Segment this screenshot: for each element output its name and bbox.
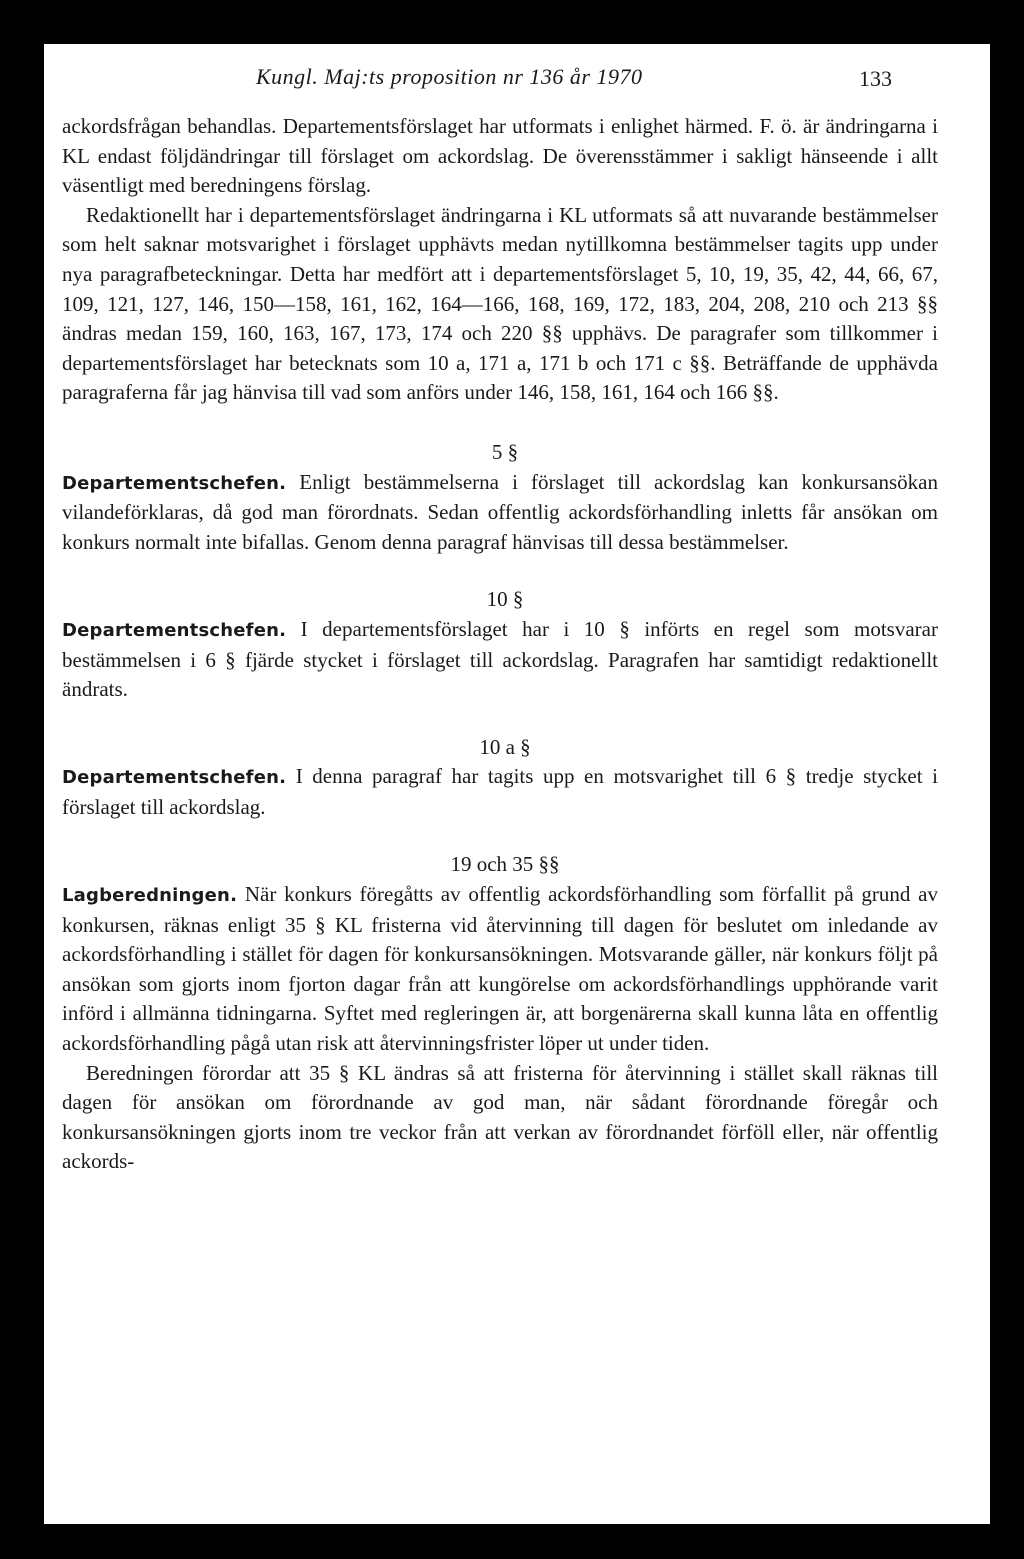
document-page	[44, 44, 990, 1524]
section-spacer	[62, 822, 938, 850]
speaker-label: Departementschefen.	[62, 767, 287, 789]
speaker-label: Departementschefen.	[62, 472, 287, 494]
section-10a-paragraph	[62, 762, 938, 822]
publication-title: Kungl. Maj:ts proposition nr 136 år 1970	[256, 64, 643, 89]
section-spacer	[62, 705, 938, 733]
intro-paragraph-2: Redaktionellt har i departementsförslaget ändringarna i KL utformats så att nuvarande bestämmelser som helt saknar motsvarighet i förslaget upphävts medan nytillkomna bestämmelser tagits upp under nya paragrafbeteckningar. Detta har medfört att i departementsförslaget 5, 10, 19, 35, 42, 44, 66, 67, 109, 121, 127, 146, 150—158, 161, 162, 164—166, 168, 169, 172, 183, 204, 208, 210 och 213 §§ ändras medan 159, 160, 163, 167, 173, 174 och 220 §§ upphävs. De paragrafer som tillkommer i departementsförslaget har betecknats som 10 a, 171 a, 171 b och 171 c §§. Beträffande de upphävda paragraferna får jag hänvisa till vad som anförs under 146, 158, 161, 164 och 166 §§.	[62, 202, 938, 405]
section-10-text: I departementsförslaget har i 10 § införts en regel som motsvarar bestämmelsen i 6 § fjärde stycket i förslaget till ackordslag. Paragrafen har samtidigt redaktionellt ändrats.	[62, 616, 938, 702]
speaker-label: Departementschefen.	[62, 619, 287, 641]
section-heading-10a: 10 a §	[479, 734, 531, 759]
section-heading-10: 10 §	[486, 587, 524, 612]
section-heading-5: 5 §	[491, 439, 519, 464]
running-header	[44, 64, 990, 104]
intro-paragraph-1: ackordsfrågan behandlas. Departementsförslaget har utformats i enlighet härmed. F. ö. är ändringarna i KL endast följdändringar till förslaget om ackordslag. De överensstämmer i sakligt hänseende i allt väsentligt med beredningens förslag.	[62, 114, 938, 198]
section-5-paragraph	[62, 468, 938, 558]
section-19-35-paragraph	[62, 880, 938, 1059]
speaker-label: Lagberedningen.	[62, 885, 238, 907]
page-number: 133	[859, 66, 892, 91]
section-5-text: Enligt bestämmelserna i förslaget till ackordslag kan konkursansökan vilandeförklaras, då god man förordnats. Sedan offentlig ackordsförhandling inletts får ansökan om konkurs normalt inte bifallas. Genom denna paragraf hänvisas till dessa bestämmelser.	[62, 469, 938, 554]
section-spacer	[62, 408, 938, 438]
section-heading-19-35: 19 och 35 §§	[450, 852, 560, 877]
section-19-35-paragraph-2: Beredningen förordar att 35 § KL ändras så att fristerna för återvinning i stället skall räknas till dagen för ansökan om förordnande av god man, när sådant förordnande föregår och konkursansökningen gjorts inom tre veckor från att verkan av förordnandet förföll eller, när offentlig ackords-	[62, 1060, 938, 1174]
body-text	[62, 112, 938, 1177]
section-10-paragraph	[62, 615, 938, 705]
section-10a-text: I denna paragraf har tagits upp en motsvarighet till 6 § tredje stycket i förslaget till ackordslag.	[62, 764, 938, 819]
section-spacer	[62, 557, 938, 585]
section-19-35-text: När konkurs föregåtts av offentlig ackordsförhandling som förfallit på grund av konkursen, räknas enligt 35 § KL fristerna vid återvinning till dagen för beslutet om inledande av ackordsförhandling i stället för dagen för konkursansökningen. Motsvarande gäller, när konkurs följt på ansökan som gjorts inom fjorton dagar från att kungörelse om ackordsförhandlings upphörande varit införd i allmänna tidningarna. Syftet med regleringen är, att borgenärerna skall kunna låta en offentlig ackordsförhandling pågå utan risk att återvinningsfrister löper ut under tiden.	[62, 882, 938, 1056]
